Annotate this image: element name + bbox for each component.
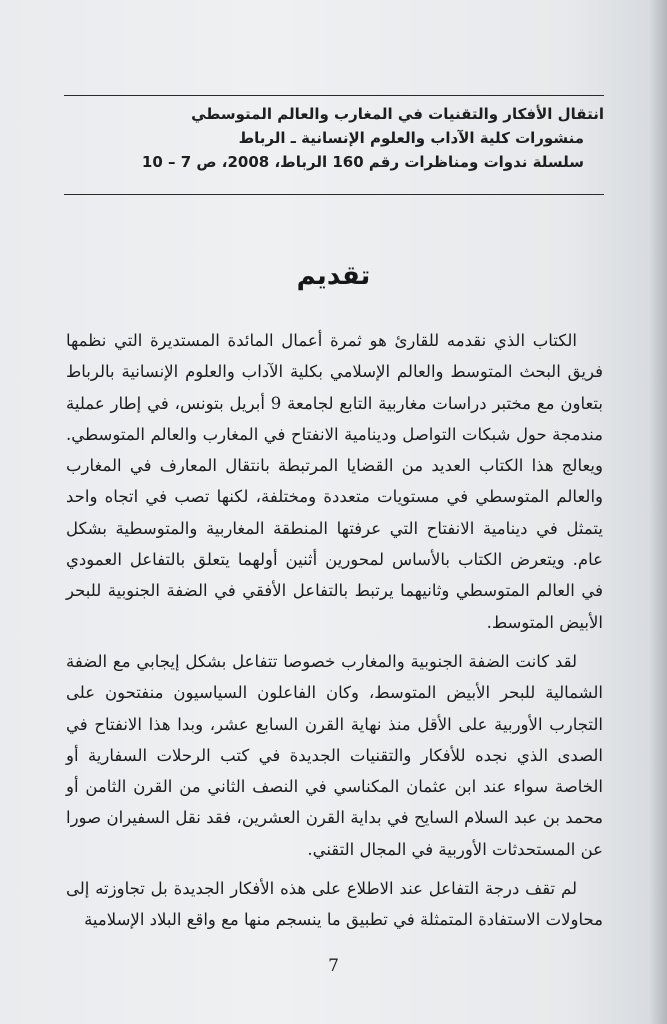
paragraph: الكتاب الذي نقدمه للقارئ هو ثمرة أعمال المائدة المستديرة التي نظمها فريق البحث المتوسط والعالم الإسلامي بكلية الآداب والعلوم الإنسانية بالرباط بتعاون مع مختبر دراسات مغاربية التابع لجامعة 9 أبريل بتونس، في إطار عملية مندمجة حول شبكات التواصل ودينامية الانفتاح في المغارب والعالم المتوسطي. ويعالج هذا الكتاب العديد من القضايا المرتبطة بانتقال المعارف في المغارب والعالم المتوسطي في مستويات متعددة ومختلفة، لكنها تصب في اتجاه واحد يتمثل في دينامية الانفتاح التي عرفتها المنطقة المغاربية والمتوسطية بشكل عام. ويتعرض الكتاب بالأساس لمحورين أثنين أولهما يتعلق بالتفاعل العمودي في العالم المتوسطي وثانيهما يرتبط بالتفاعل الأفقي في الضفة الجنوبية للبحر الأبيض المتوسط. [66, 331, 603, 632]
body-text [66, 325, 603, 944]
page-title: تقديم [296, 261, 371, 291]
page-number: 7 [328, 956, 339, 976]
paragraph: لم تقف درجة التفاعل عند الاطلاع على هذه الأفكار الجديدة بل تجاوزته إلى محاولات الاستفادة المتمثلة في تطبيق ما ينسجم منها مع واقع البلاد الإسلامية [66, 879, 603, 930]
header-publisher: منشورات كلية الآداب والعلوم الإنسانية ـ الرباط [238, 129, 584, 147]
citation-header [64, 95, 604, 195]
paragraph: لقد كانت الضفة الجنوبية والمغارب خصوصا تتفاعل بشكل إيجابي مع الضفة الشمالية للبحر الأبيض المتوسط، وكان الفاعلون السياسيون منفتحون على التجارب الأوربية على الأقل منذ نهاية القرن السابع عشر، وبدا هذا الانفتاح في الصدى الذي نجده للأفكار والتقنيات الجديدة في كتب الرحلات السفارية أو الخاصة سواء عند ابن عثمان المكناسي في النصف الثاني من القرن الثامن أو محمد بن عبد السلام السايح في بداية القرن العشرين، فقد نقل السفيران صورا عن المستحدثات الأوربية في المجال التقني. [66, 651, 603, 859]
header-bottom-rule [64, 194, 604, 195]
header-top-rule [64, 95, 604, 96]
header-book-title: انتقال الأفكار والتقنيات في المغارب والعالم المتوسطي [191, 105, 604, 123]
header-series: سلسلة ندوات ومناظرات رقم 160 الرباط، 2008، ص 7 – 10 [141, 153, 584, 171]
page-edge-shadow [649, 0, 667, 1024]
